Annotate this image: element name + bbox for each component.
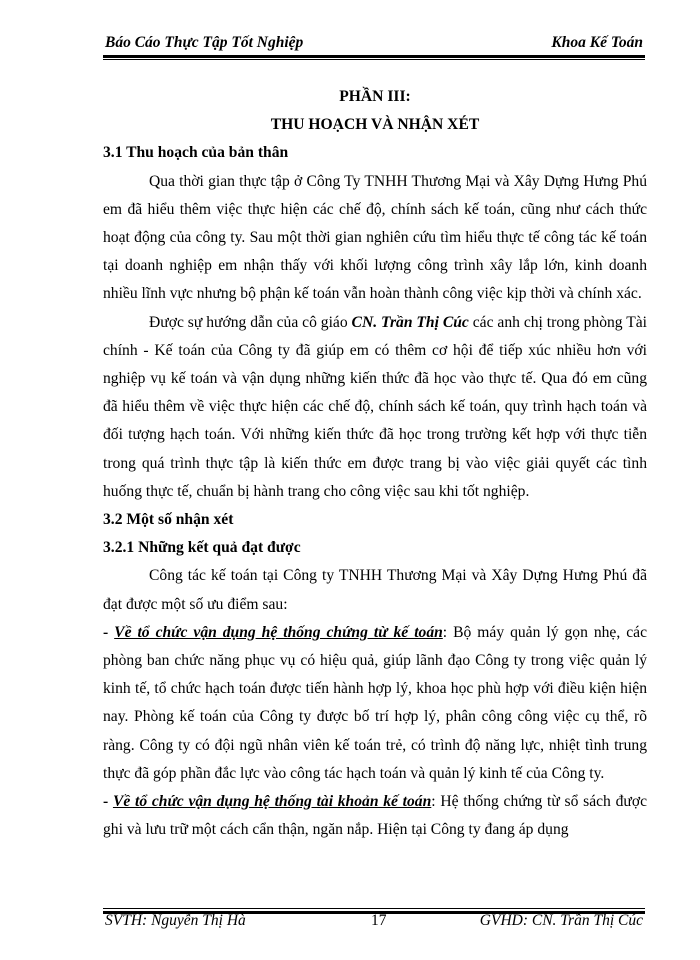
- bullet-dash: -: [103, 623, 115, 641]
- footer-student: SVTH: Nguyễn Thị Hà: [105, 912, 246, 929]
- header-rule-thick: [103, 55, 645, 58]
- bullet-accounts-label: Về tổ chức vận dụng hệ thống tài khoản kế toán: [112, 793, 432, 811]
- page-header: [103, 32, 645, 54]
- bullet-accounts-text: : Hệ thống chứng từ sổ sách được ghi và lưu trữ một cách cẩn thận, ngăn nắp. Hiện tại Công ty đang áp dụng: [103, 793, 647, 839]
- bullet-dash: -: [103, 793, 113, 811]
- footer-advisor: GVHD: CN. Trần Thị Cúc: [479, 912, 643, 929]
- section-3-1-paragraph-1: Qua thời gian thực tập ở Công Ty TNHH Thương Mại và Xây Dựng Hưng Phú em đã hiểu thêm việc thực hiện các chế độ, chính sách kế toán, cũng như cách thức hoạt động của công ty. Sau một thời gian nghiên cứu tìm hiểu thực tế công tác kế toán tại doanh nghiệp em nhận thấy với khối lượng công trình xây lắp lớn, kinh doanh nhiều lĩnh vực nhưng bộ phận kế toán vẫn hoàn thành công việc kịp thời và chính xác.: [103, 172, 647, 303]
- section-3-1-paragraph-2: [103, 309, 647, 506]
- section-3-2-1-intro: Công tác kế toán tại Công ty TNHH Thương Mại và Xây Dựng Hưng Phú đã đạt được một số ưu điểm sau:: [103, 567, 647, 613]
- para2-rest: các anh chị trong phòng Tài chính - Kế toán của Công ty đã giúp em có thêm cơ hội để tiếp xúc nhiều hơn với nghiệp vụ kế toán và vận dụng những kiến thức đã học vào thực tế. Qua đó em cũng đã hiểu thêm về việc thực hiện các chế độ, chính sách kế toán, quy trình hạch toán và đối tượng hạch toán. Với những kiến thức đã học trong trường kết hợp với thực tiễn trong quá trình thực tập là kiến thức em được trang bị vào việc giải quyết các tình huống thực tế, chuẩn bị hành trang cho công việc sau khi tốt nghiệp.: [103, 313, 648, 500]
- page-body: [103, 83, 647, 844]
- section-3-2-1-heading: 3.2.1 Những kết quả đạt được: [103, 539, 301, 557]
- bullet-documents-text: : Bộ máy quản lý gọn nhẹ, các phòng ban chức năng phục vụ có hiệu quả, giúp lãnh đạo Công ty trong việc quản lý kinh tế, tổ chức hạch toán được tiến hành hợp lý, khoa học phù hợp với điều kiện hiện nay. Phòng kế toán của Công ty được bố trí hợp lý, phân công công việc cụ thể, rõ ràng. Công ty có đội ngũ nhân viên kế toán trẻ, có trình độ năng lực, nhiệt tình trung thực đã góp phần đắc lực vào công tác hạch toán và quản lý kinh tế của Công ty.: [103, 623, 647, 782]
- header-department: Khoa Kế Toán: [551, 34, 643, 51]
- page-footer: [103, 912, 645, 934]
- bullet-documents-label: Về tổ chức vận dụng hệ thống chứng từ kế toán: [114, 623, 443, 641]
- bullet-accounts: [103, 788, 647, 844]
- header-report-title: Báo Cáo Thực Tập Tốt Nghiệp: [105, 34, 304, 51]
- header-rule-thin: [103, 59, 645, 60]
- section-3-1-heading: 3.1 Thu hoạch của bản thân: [103, 144, 289, 162]
- footer-rule-thin: [103, 908, 645, 909]
- section-3-2-heading: 3.2 Một số nhận xét: [103, 511, 234, 529]
- para2-intro: Được sự hướng dẫn của cô giáo: [149, 313, 352, 331]
- part-name: THU HOẠCH VÀ NHẬN XÉT: [270, 116, 480, 134]
- bullet-documents: [103, 619, 647, 788]
- page-number: 17: [371, 912, 387, 929]
- advisor-name: CN. Trần Thị Cúc: [351, 313, 469, 331]
- part-title: PHẦN III:: [339, 88, 411, 105]
